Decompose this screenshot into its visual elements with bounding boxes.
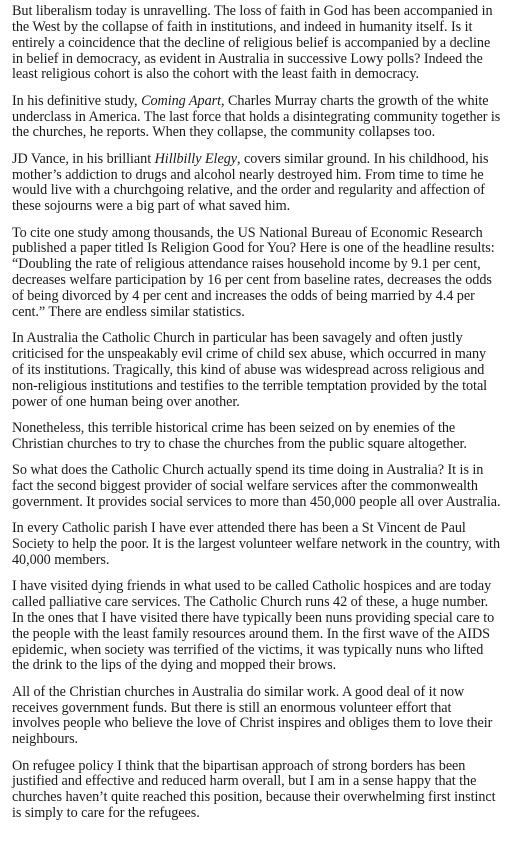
paragraph <box>12 521 501 569</box>
paragraph-text: To cite one study among thousands, the US National Bureau of Economic Research published a paper titled Is Religion Good for You? Here is one of the headline results: “Doubling the rate of religious attendance raises household income by 9.1 per cent, decreases welfare participation by 16 per cent from baseline rates, decreases the odds of being divorced by 4 per cent and increases the odds of being married by 4.4 per cent.” There are endless similar statistics. <box>12 224 495 320</box>
paragraph <box>12 759 501 822</box>
paragraph <box>12 331 501 410</box>
paragraph-text: In every Catholic parish I have ever attended there has been a St Vincent de Paul Society to help the poor. It is the largest volunteer welfare network in the country, with 40,000 members. <box>12 520 500 568</box>
paragraph <box>12 152 501 215</box>
paragraph <box>12 421 501 453</box>
paragraph <box>12 579 501 674</box>
paragraph-text: In his definitive study, <box>12 92 142 109</box>
paragraph-text: But liberalism today is unravelling. The loss of faith in God has been accompanied in the West by the collapse of faith in institutions, and indeed in humanity itself. Is it entirely a coincidence that the decline of religious belief is accompanied by a decline in belief in democracy, as evident in Australia in successive Lowy polls? Indeed the least religious cohort is also the cohort with the least faith in democracy. <box>12 3 493 83</box>
paragraph <box>12 463 501 511</box>
paragraph-text: I have visited dying friends in what used to be called Catholic hospices and are today called palliative care services. The Catholic Church runs 42 of these, a huge number. In the ones that I have visited there have typically been nuns providing special care to the people with the least family resources around them. In the first wave of the AIDS epidemic, when society was terrified of the victims, it was typically nuns who lifted the drink to the lips of the dying and mopped their brows. <box>12 578 495 674</box>
book-title-hillbilly-elegy: Hillbilly Elegy <box>154 150 237 167</box>
paragraph-text: , covers similar ground. In his childhood, his mother’s addiction to drugs and alcohol nearly destroyed him. From time to time he would live with a churchgoing relative, and the order and regularity and affection of these sojourns were a big part of what saved him. <box>12 150 489 215</box>
paragraph <box>12 94 501 142</box>
paragraph-text: Nonetheless, this terrible historical crime has been seized on by enemies of the Christian churches to try to chase the churches from the public square altogether. <box>12 419 467 452</box>
paragraph-text: So what does the Catholic Church actually spend its time doing in Australia? It is in fact the second biggest provider of social welfare services after the commonwealth government. It provides social services to more than 450,000 people all over Australia. <box>12 462 501 510</box>
paragraph-text: In Australia the Catholic Church in particular has been savagely and often justly criticised for the unspeakably evil crime of child sex abuse, which occurred in many of its institutions. Tragically, this kind of abuse was widespread across religious and non-religious institutions and testifies to the terrible temptation provided by the total power of one human being over another. <box>12 330 488 410</box>
book-title-coming-apart: Coming Apart <box>141 92 222 109</box>
paragraph <box>12 226 501 321</box>
paragraph <box>12 685 501 748</box>
paragraph-text: JD Vance, in his brilliant <box>12 150 155 167</box>
paragraph-text: , Charles Murray charts the growth of the white underclass in America. The last force that holds a disintegrating community together is the churches, he reports. When they collapse, the community collapses too. <box>12 92 501 141</box>
paragraph-text: On refugee policy I think that the bipartisan approach of strong borders has been justified and effective and reduced harm overall, but I am in a sense happy that the churches haven’t quite reached this position, because their overwhelming first instinct is simply to care for the refugees. <box>12 757 496 822</box>
paragraph-text: All of the Christian churches in Australia do similar work. A good deal of it now receives government funds. But there is still an enormous volunteer effort that involves people who believe the love of Christ inspires and obliges them to love their neighbours. <box>12 683 493 748</box>
paragraph <box>12 4 501 83</box>
